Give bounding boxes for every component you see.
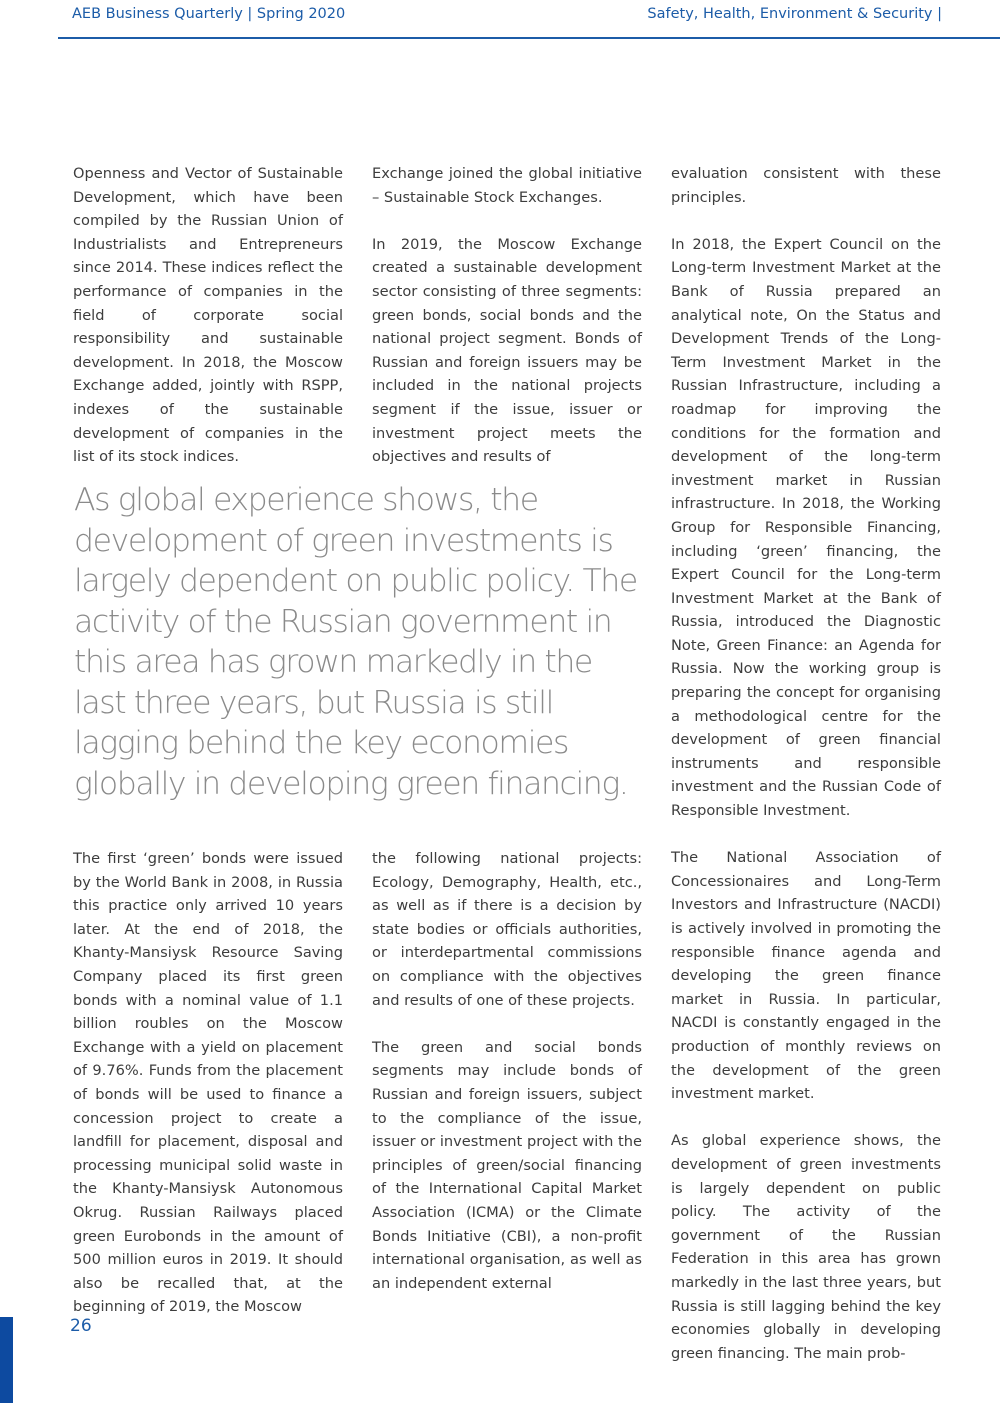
paragraph: Exchange joined the global initiative – Sustainable Stock Exchanges. bbox=[372, 165, 642, 206]
paragraph: evaluation consistent with these principles. bbox=[671, 165, 941, 206]
paragraph: The National Association of Concessionaires and Long-Term Investors and Infrastructure (NACDI) is actively involved in promoting the responsible finance agenda and developing the green finance market in Russia. In particular, NACDI is constantly engaged in the production of monthly reviews on the development of the green investment market. bbox=[671, 849, 941, 1103]
page-header bbox=[0, 0, 1000, 40]
article-column-1-bottom bbox=[73, 847, 343, 1319]
article-column-2-bottom bbox=[372, 847, 642, 1295]
pull-quote: As global experience shows, the development of green investments is largely dependent on public policy. The activity of the Russian government in this area has grown markedly in the last three years, but Russia is still lagging behind the key economies globally in developing green financing. bbox=[74, 482, 637, 802]
paragraph: the following national projects: Ecology, Demography, Health, etc., as well as if there is a decision by state bodies or officials authorities, or interdepartmental commissions on compliance with the objectives and results of one of these projects. bbox=[372, 850, 642, 1009]
header-divider bbox=[58, 37, 1000, 39]
paragraph: Openness and Vector of Sustainable Development, which have been compiled by the Russian Union of Industrialists and Entrepreneurs since 2014. These indices reflect the performance of companies in the field of corporate social responsibility and sustainable development. In 2018, the Moscow Exchange added, jointly with RSPP, indexes of the sustainable development of companies in the list of its stock indices. bbox=[73, 165, 343, 466]
page-number: 26 bbox=[70, 1316, 92, 1336]
article-column-2-top bbox=[372, 162, 642, 469]
section-title: Safety, Health, Environment & Security | bbox=[647, 6, 942, 22]
page-edge-tab bbox=[0, 1317, 13, 1403]
publication-title: AEB Business Quarterly | Spring 2020 bbox=[72, 6, 346, 22]
paragraph: The green and social bonds segments may include bonds of Russian and foreign issuers, subject to the compliance of the issue, issuer or investment project with the principles of green/social financing of the International Capital Market Association (ICMA) or the Climate Bonds Initiative (CBI), a non-profit international organisation, as well as an independent external bbox=[372, 1038, 642, 1292]
paragraph: As global experience shows, the development of green investments is largely dependent on public policy. The activity of the government of the Russian Federation in this area has grown markedly in the last three years, but Russia is still lagging behind the key economies globally in developing green financing. The main prob- bbox=[671, 1132, 941, 1362]
article-column-1-top bbox=[73, 162, 343, 469]
article-column-3 bbox=[671, 162, 941, 1365]
paragraph: In 2018, the Expert Council on the Long-term Investment Market at the Bank of Russia prepared an analytical note, On the Status and Development Trends of the Long-Term Investment Market in the Russian Infrastructure, including a roadmap for improving the conditions for the formation and development of the long-term investment market in Russian infrastructure. In 2018, the Working Group for Responsible Financing, including ‘green’ financing, the Expert Council for the Long-term Investment Market at the Bank of Russia, introduced the Diagnostic Note, Green Finance: an Agenda for Russia. Now the working group is preparing the concept for organising a methodological centre for the development of green financial instruments and responsible investment and the Russian Code of Responsible Investment. bbox=[671, 235, 941, 820]
paragraph: In 2019, the Moscow Exchange created a sustainable development sector consisting of three segments: green bonds, social bonds and the national project segment. Bonds of Russian and foreign issuers may be included in the national projects segment if the issue, issuer or investment project meets the objectives and results of bbox=[372, 235, 642, 466]
paragraph: The first ‘green’ bonds were issued by the World Bank in 2008, in Russia this practice only arrived 10 years later. At the end of 2018, the Khanty-Mansiysk Resource Saving Company placed its first green bonds with a nominal value of 1.1 billion roubles on the Moscow Exchange with a yield on placement of 9.76%. Funds from the placement of bonds will be used to finance a concession project to create a landfill for placement, disposal and processing municipal solid waste in the Khanty-Mansiysk Autonomous Okrug. Russian Railways placed green Eurobonds in the amount of 500 million euros in 2019. It should also be recalled that, at the beginning of 2019, the Moscow bbox=[73, 850, 343, 1316]
